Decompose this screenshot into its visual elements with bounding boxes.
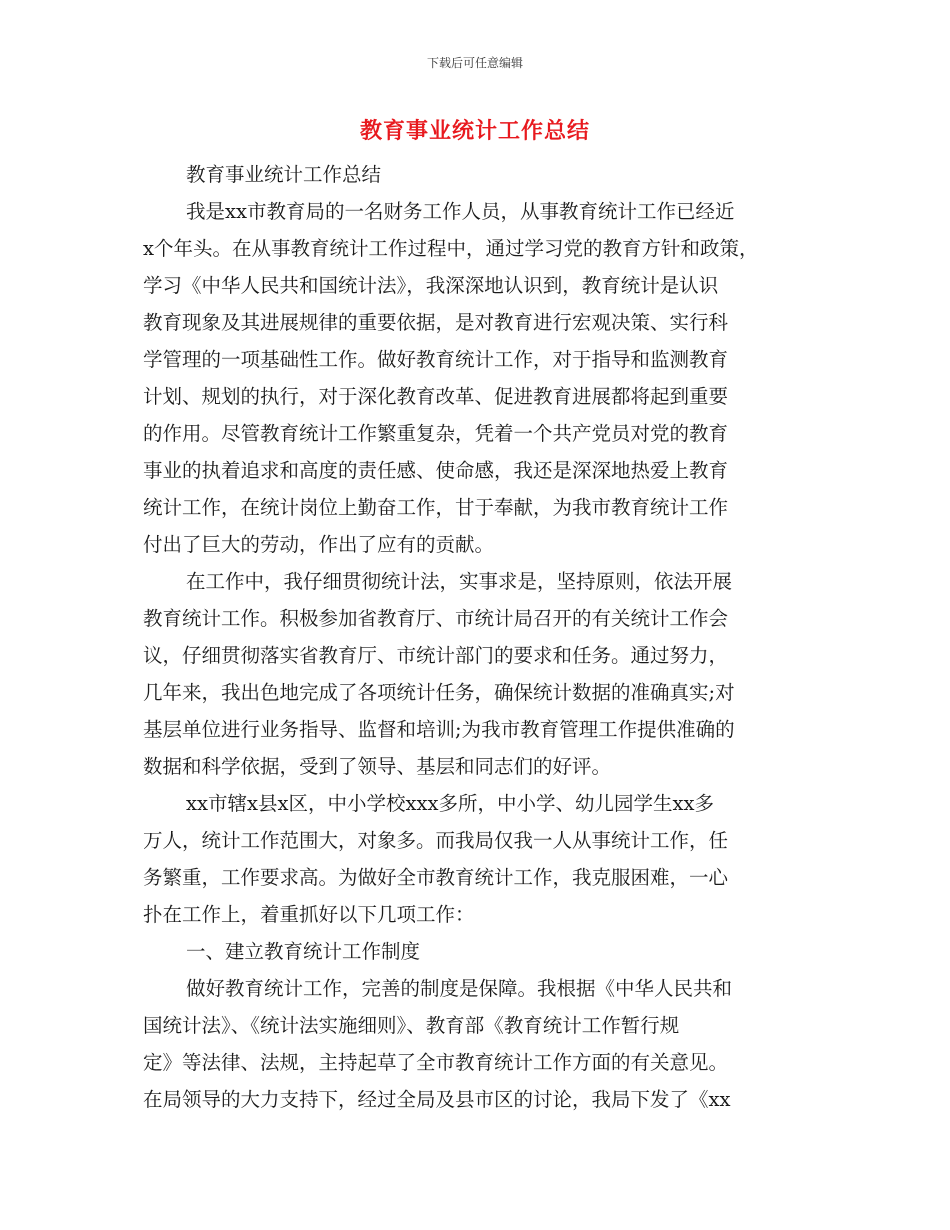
document-body [143, 156, 803, 1118]
text-line: 统计工作，在统计岗位上勤奋工作，甘于奉献，为我市教育统计工作 [143, 496, 729, 519]
text-line: 教育事业统计工作总结 [186, 163, 382, 186]
text-line: xx市辖x县x区，中小学校xxx多所，中小学、幼儿园学生xx多 [186, 792, 714, 815]
text-line: 扑在工作上，着重抓好以下几项工作： [143, 903, 475, 926]
document-title: 教育事业统计工作总结 [359, 119, 590, 144]
text-line: 我是xx市教育局的一名财务工作人员，从事教育统计工作已经近 [186, 200, 735, 223]
text-line: 计划、规划的执行，对于深化教育改革、促进教育进展都将起到重要 [143, 385, 729, 408]
text-line: 事业的执着追求和高度的责任感、使命感，我还是深深地热爱上教育 [143, 459, 729, 482]
text-line: 基层单位进行业务指导、监督和培训;为我市教育管理工作提供准确的 [143, 718, 735, 741]
text-line: 做好教育统计工作，完善的制度是保障。我根据《中华人民共和 [186, 977, 733, 1000]
text-line: 几年来，我出色地完成了各项统计任务，确保统计数据的准确真实;对 [143, 681, 735, 704]
text-line: 数据和科学依据，受到了领导、基层和同志们的好评。 [143, 755, 612, 778]
text-line: 付出了巨大的劳动，作出了应有的贡献。 [143, 533, 495, 556]
text-line: 的作用。尽管教育统计工作繁重复杂，凭着一个共产党员对党的教育 [143, 422, 729, 445]
text-line: 学习《中华人民共和国统计法》，我深深地认识到，教育统计是认识 [143, 274, 719, 297]
header-note: 下载后可任意编辑 [426, 56, 523, 70]
text-line: 一、建立教育统计工作制度 [186, 940, 421, 963]
text-line: 议，仔细贯彻落实省教育厅、市统计部门的要求和任务。通过努力， [143, 644, 729, 667]
text-line: 教育统计工作。积极参加省教育厅、市统计局召开的有关统计工作会 [143, 607, 729, 630]
text-line: 学管理的一项基础性工作。做好教育统计工作，对于指导和监测教育 [143, 348, 729, 371]
text-line: 教育现象及其进展规律的重要依据，是对教育进行宏观决策、实行科 [143, 311, 729, 334]
text-line: 国统计法》、《统计法实施细则》、教育部《教育统计工作暂行规 [143, 1014, 680, 1037]
text-line: 在工作中，我仔细贯彻统计法，实事求是，坚持原则，依法开展 [186, 570, 733, 593]
text-line: 在局领导的大力支持下，经过全局及县市区的讨论，我局下发了《xx [143, 1088, 731, 1111]
text-line: 定》等法律、法规，主持起草了全市教育统计工作方面的有关意见。 [143, 1051, 729, 1074]
text-line: 万人，统计工作范围大，对象多。而我局仅我一人从事统计工作，任 [143, 829, 729, 852]
text-line: 务繁重，工作要求高。为做好全市教育统计工作，我克服困难，一心 [143, 866, 729, 889]
text-line: x个年头。在从事教育统计工作过程中，通过学习党的教育方针和政策， [143, 237, 759, 260]
